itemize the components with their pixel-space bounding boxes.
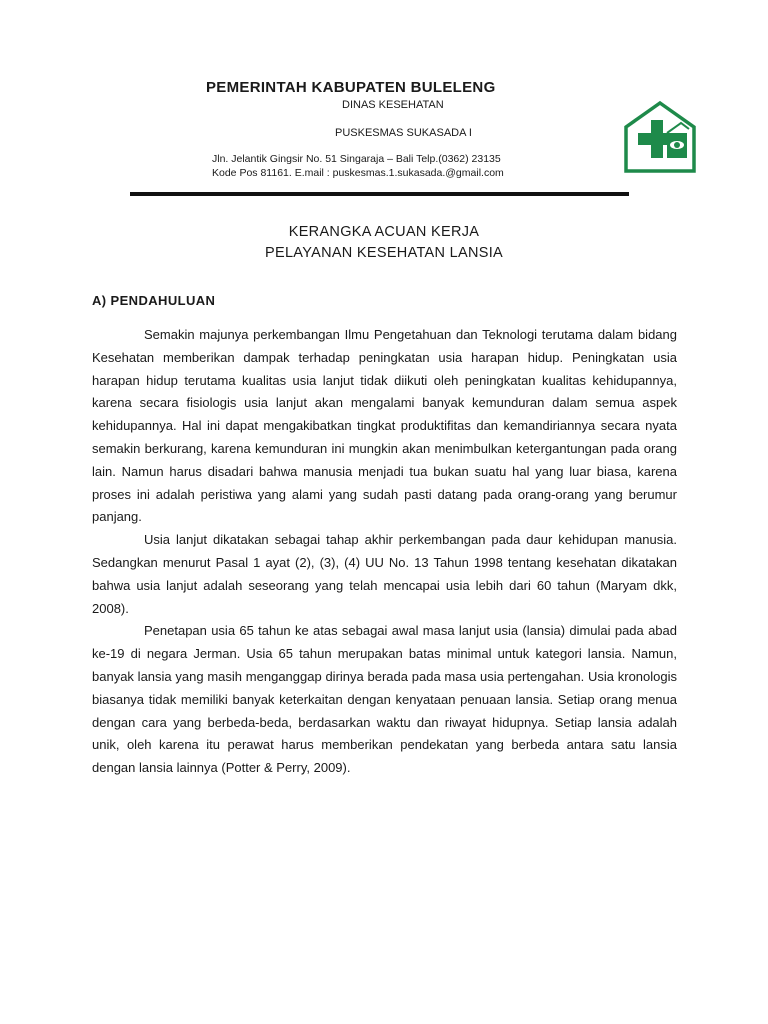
paragraph-3: Penetapan usia 65 tahun ke atas sebagai awal masa lanjut usia (lansia) dimulai pada abad ke-19 di negara Jerman. Usia 65 tahun merupakan batas minimal untuk kategori lansia. Namun, banyak lansia yang masih menganggap dirinya berada pada masa usia pertengahan. Usia kronologis biasanya tidak memiliki banyak keterkaitan dengan kenyataan penuaan lansia. Setiap orang menua dengan cara yang berbeda-beda, berdasarkan waktu dan riwayat hidupnya. Setiap lansia adalah unik, oleh karena itu perawat harus memberikan pendekatan yang berbeda antara satu lansia dengan lansia lainnya (Potter & Perry, 2009). <box>92 623 677 776</box>
document-title-line-2: PELAYANAN KESEHATAN LANSIA <box>265 245 503 261</box>
paragraph-1: Semakin majunya perkembangan Ilmu Pengetahuan dan Teknologi terutama dalam bidang Kesehatan memberikan dampak terhadap peningkatan usia harapan hidup. Peningkatan usia harapan hidup terutama kualitas usia lanjut tidak diikuti oleh peningkatan kualitas kehidupannya, karena secara fisiologis usia lanjut akan mengalami banyak kemunduran dalam semua aspek kehidupannya. Hal ini dapat mengakibatkan tingkat produktifitas dan kemandiriannya secara nyata semakin berkurang, karena kemunduran ini mungkin akan menimbulkan ketergantungan pada orang lain. Namun harus disadari bahwa manusia menjadi tua bukan suatu hal yang luar biasa, karena proses ini adalah peristiwa yang alami yang sudah pasti datang pada orang-orang yang berumur panjang. <box>92 327 677 525</box>
document-title <box>0 222 768 264</box>
department-name: DINAS KESEHATAN <box>342 99 444 111</box>
logo-roof <box>667 123 689 133</box>
government-name: PEMERINTAH KABUPATEN BULELENG <box>206 79 496 96</box>
body-text <box>92 324 677 780</box>
address-line-1: Jln. Jelantik Gingsir No. 51 Singaraja – Bali Telp.(0362) 23135 <box>212 153 501 165</box>
address-line-2: Kode Pos 81161. E.mail : puskesmas.1.sukasada.@gmail.com <box>212 167 504 179</box>
paragraph-2: Usia lanjut dikatakan sebagai tahap akhir perkembangan pada daur kehidupan manusia. Sedangkan menurut Pasal 1 ayat (2), (3), (4) UU No. 13 Tahun 1998 tentang kesehatan dikatakan bahwa usia lanjut adalah seseorang yang telah mencapai usia lebih dari 60 tahun (Maryam dkk, 2008). <box>92 532 677 616</box>
document-title-line-1: KERANGKA ACUAN KERJA <box>288 224 480 240</box>
puskesmas-logo-icon <box>623 100 697 174</box>
logo-pupil <box>674 142 680 148</box>
section-heading-pendahuluan: A) PENDAHULUAN <box>92 293 216 308</box>
letterhead-divider <box>130 192 629 196</box>
unit-name: PUSKESMAS SUKASADA I <box>335 127 472 139</box>
